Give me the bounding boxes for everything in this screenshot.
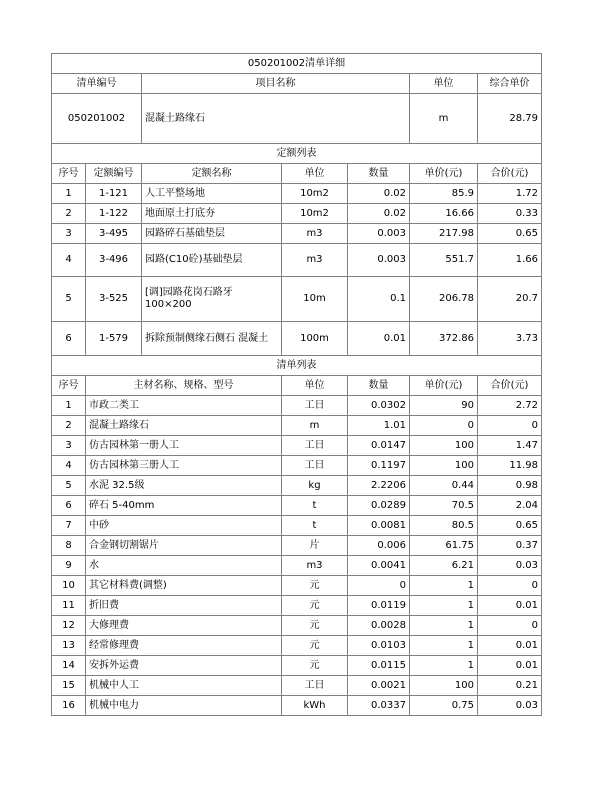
row-name: 拆除预制侧缘石侧石 混凝土 — [142, 322, 282, 356]
row-total: 0.37 — [478, 536, 542, 556]
row-name: 机械中人工 — [86, 676, 282, 696]
table-row — [52, 416, 542, 436]
row-total: 2.04 — [478, 496, 542, 516]
quota-col-price: 单价(元) — [410, 164, 478, 184]
row-no: 2 — [52, 416, 86, 436]
row-qty: 0 — [348, 576, 410, 596]
unit-price-header: 综合单价 — [478, 74, 542, 94]
row-total: 0.03 — [478, 696, 542, 716]
row-qty: 0.0289 — [348, 496, 410, 516]
row-total: 0.01 — [478, 636, 542, 656]
row-no: 16 — [52, 696, 86, 716]
row-total: 0 — [478, 616, 542, 636]
row-unit: 元 — [282, 616, 348, 636]
row-no: 13 — [52, 636, 86, 656]
row-qty: 0.1 — [348, 277, 410, 322]
row-price: 1 — [410, 656, 478, 676]
row-qty: 0.02 — [348, 204, 410, 224]
table-row — [52, 456, 542, 476]
row-unit: m — [282, 416, 348, 436]
row-qty: 0.01 — [348, 322, 410, 356]
table-row — [52, 396, 542, 416]
row-qty: 0.1197 — [348, 456, 410, 476]
quota-section-title: 定额列表 — [52, 144, 542, 164]
row-unit: 元 — [282, 576, 348, 596]
bill-detail-table — [51, 53, 542, 716]
row-unit: m3 — [282, 244, 348, 277]
row-price: 100 — [410, 456, 478, 476]
quota-col-name: 定额名称 — [142, 164, 282, 184]
row-name: 人工平整场地 — [142, 184, 282, 204]
row-qty: 0.0147 — [348, 436, 410, 456]
quota-col-no: 序号 — [52, 164, 86, 184]
table-row — [52, 656, 542, 676]
row-name: [调]园路花岗石路牙 100×200 — [142, 277, 282, 322]
row-price: 70.5 — [410, 496, 478, 516]
row-name: 市政二类工 — [86, 396, 282, 416]
table-row — [52, 277, 542, 322]
row-unit: 工日 — [282, 456, 348, 476]
row-name: 其它材料费(调整) — [86, 576, 282, 596]
row-no: 12 — [52, 616, 86, 636]
row-no: 10 — [52, 576, 86, 596]
row-price: 85.9 — [410, 184, 478, 204]
row-unit: 片 — [282, 536, 348, 556]
row-no: 4 — [52, 456, 86, 476]
item-name: 混凝土路缘石 — [142, 94, 410, 144]
item-name-header: 项目名称 — [142, 74, 410, 94]
table-row — [52, 204, 542, 224]
row-price: 90 — [410, 396, 478, 416]
row-price: 551.7 — [410, 244, 478, 277]
table-row — [52, 636, 542, 656]
table-row — [52, 696, 542, 716]
row-total: 1.72 — [478, 184, 542, 204]
row-code: 1-122 — [86, 204, 142, 224]
row-unit: 100m — [282, 322, 348, 356]
row-code: 3-496 — [86, 244, 142, 277]
quota-col-unit: 单位 — [282, 164, 348, 184]
row-name: 折旧费 — [86, 596, 282, 616]
row-no: 14 — [52, 656, 86, 676]
materials-col-name: 主材名称、规格、型号 — [86, 376, 282, 396]
row-qty: 0.0115 — [348, 656, 410, 676]
row-no: 9 — [52, 556, 86, 576]
row-no: 5 — [52, 277, 86, 322]
row-unit: kWh — [282, 696, 348, 716]
row-qty: 0.0103 — [348, 636, 410, 656]
quota-col-code: 定额编号 — [86, 164, 142, 184]
row-unit: 10m — [282, 277, 348, 322]
row-total: 1.47 — [478, 436, 542, 456]
row-unit: 工日 — [282, 436, 348, 456]
row-total: 0 — [478, 416, 542, 436]
row-price: 0.75 — [410, 696, 478, 716]
row-total: 1.66 — [478, 244, 542, 277]
row-code: 3-495 — [86, 224, 142, 244]
row-unit: m3 — [282, 556, 348, 576]
bill-code: 050201002 — [52, 94, 142, 144]
row-price: 1 — [410, 596, 478, 616]
table-row — [52, 576, 542, 596]
row-price: 0 — [410, 416, 478, 436]
row-no: 3 — [52, 436, 86, 456]
row-total: 0.65 — [478, 516, 542, 536]
item-price: 28.79 — [478, 94, 542, 144]
row-name: 中砂 — [86, 516, 282, 536]
row-no: 7 — [52, 516, 86, 536]
row-no: 3 — [52, 224, 86, 244]
row-unit: 元 — [282, 656, 348, 676]
row-qty: 0.0337 — [348, 696, 410, 716]
row-qty: 0.0028 — [348, 616, 410, 636]
row-no: 6 — [52, 496, 86, 516]
row-total: 0.01 — [478, 656, 542, 676]
row-name: 园路(C10砼)基础垫层 — [142, 244, 282, 277]
row-unit: 工日 — [282, 396, 348, 416]
row-name: 地面原土打底夯 — [142, 204, 282, 224]
row-code: 1-579 — [86, 322, 142, 356]
row-no: 15 — [52, 676, 86, 696]
row-unit: t — [282, 516, 348, 536]
materials-col-unit: 单位 — [282, 376, 348, 396]
row-name: 合金钢切割锯片 — [86, 536, 282, 556]
row-no: 6 — [52, 322, 86, 356]
table-row — [52, 436, 542, 456]
row-qty: 0.0081 — [348, 516, 410, 536]
row-total: 0.65 — [478, 224, 542, 244]
row-name: 碎石 5-40mm — [86, 496, 282, 516]
table-row — [52, 496, 542, 516]
row-price: 1 — [410, 636, 478, 656]
row-name: 水泥 32.5级 — [86, 476, 282, 496]
row-price: 6.21 — [410, 556, 478, 576]
table-row — [52, 596, 542, 616]
row-price: 61.75 — [410, 536, 478, 556]
row-name: 经常修理费 — [86, 636, 282, 656]
row-unit: t — [282, 496, 348, 516]
materials-header-row — [52, 376, 542, 396]
row-name: 安拆外运费 — [86, 656, 282, 676]
table-row — [52, 536, 542, 556]
row-qty: 0.0119 — [348, 596, 410, 616]
quota-col-qty: 数量 — [348, 164, 410, 184]
row-unit: 元 — [282, 596, 348, 616]
row-total: 0.21 — [478, 676, 542, 696]
row-no: 8 — [52, 536, 86, 556]
row-total: 0.33 — [478, 204, 542, 224]
row-qty: 0.0041 — [348, 556, 410, 576]
row-total: 0.03 — [478, 556, 542, 576]
row-no: 5 — [52, 476, 86, 496]
quota-col-total: 合价(元) — [478, 164, 542, 184]
row-qty: 0.003 — [348, 244, 410, 277]
row-price: 100 — [410, 436, 478, 456]
row-name: 仿古园林第三册人工 — [86, 456, 282, 476]
table-row — [52, 616, 542, 636]
table-row — [52, 476, 542, 496]
row-name: 水 — [86, 556, 282, 576]
row-qty: 0.0021 — [348, 676, 410, 696]
table-row — [52, 676, 542, 696]
row-unit: 10m2 — [282, 184, 348, 204]
row-unit: m3 — [282, 224, 348, 244]
row-total: 2.72 — [478, 396, 542, 416]
row-unit: 工日 — [282, 676, 348, 696]
row-name: 大修理费 — [86, 616, 282, 636]
unit-header: 单位 — [410, 74, 478, 94]
row-name: 混凝土路缘石 — [86, 416, 282, 436]
row-price: 80.5 — [410, 516, 478, 536]
row-no: 11 — [52, 596, 86, 616]
table-title: 050201002清单详细 — [52, 54, 542, 74]
row-price: 0.44 — [410, 476, 478, 496]
row-total: 3.73 — [478, 322, 542, 356]
quota-header-row — [52, 164, 542, 184]
row-price: 372.86 — [410, 322, 478, 356]
table-row — [52, 516, 542, 536]
materials-col-total: 合价(元) — [478, 376, 542, 396]
row-no: 2 — [52, 204, 86, 224]
row-qty: 2.2206 — [348, 476, 410, 496]
row-price: 1 — [410, 616, 478, 636]
row-total: 0 — [478, 576, 542, 596]
row-no: 1 — [52, 396, 86, 416]
row-name: 园路碎石基础垫层 — [142, 224, 282, 244]
materials-col-no: 序号 — [52, 376, 86, 396]
row-name: 仿古园林第一册人工 — [86, 436, 282, 456]
row-unit: kg — [282, 476, 348, 496]
row-price: 100 — [410, 676, 478, 696]
row-qty: 0.0302 — [348, 396, 410, 416]
row-no: 1 — [52, 184, 86, 204]
row-unit: 元 — [282, 636, 348, 656]
row-total: 11.98 — [478, 456, 542, 476]
row-total: 0.01 — [478, 596, 542, 616]
row-qty: 1.01 — [348, 416, 410, 436]
row-code: 3-525 — [86, 277, 142, 322]
table-row — [52, 322, 542, 356]
materials-section-title: 清单列表 — [52, 356, 542, 376]
row-price: 217.98 — [410, 224, 478, 244]
row-code: 1-121 — [86, 184, 142, 204]
row-price: 16.66 — [410, 204, 478, 224]
row-total: 20.7 — [478, 277, 542, 322]
row-qty: 0.006 — [348, 536, 410, 556]
table-row — [52, 184, 542, 204]
item-unit: m — [410, 94, 478, 144]
row-unit: 10m2 — [282, 204, 348, 224]
materials-col-qty: 数量 — [348, 376, 410, 396]
materials-col-price: 单价(元) — [410, 376, 478, 396]
row-qty: 0.02 — [348, 184, 410, 204]
table-row — [52, 556, 542, 576]
row-total: 0.98 — [478, 476, 542, 496]
row-price: 1 — [410, 576, 478, 596]
table-row — [52, 224, 542, 244]
row-no: 4 — [52, 244, 86, 277]
row-price: 206.78 — [410, 277, 478, 322]
row-name: 机械中电力 — [86, 696, 282, 716]
row-qty: 0.003 — [348, 224, 410, 244]
bill-code-header: 清单编号 — [52, 74, 142, 94]
table-row — [52, 244, 542, 277]
materials-body — [52, 396, 542, 716]
